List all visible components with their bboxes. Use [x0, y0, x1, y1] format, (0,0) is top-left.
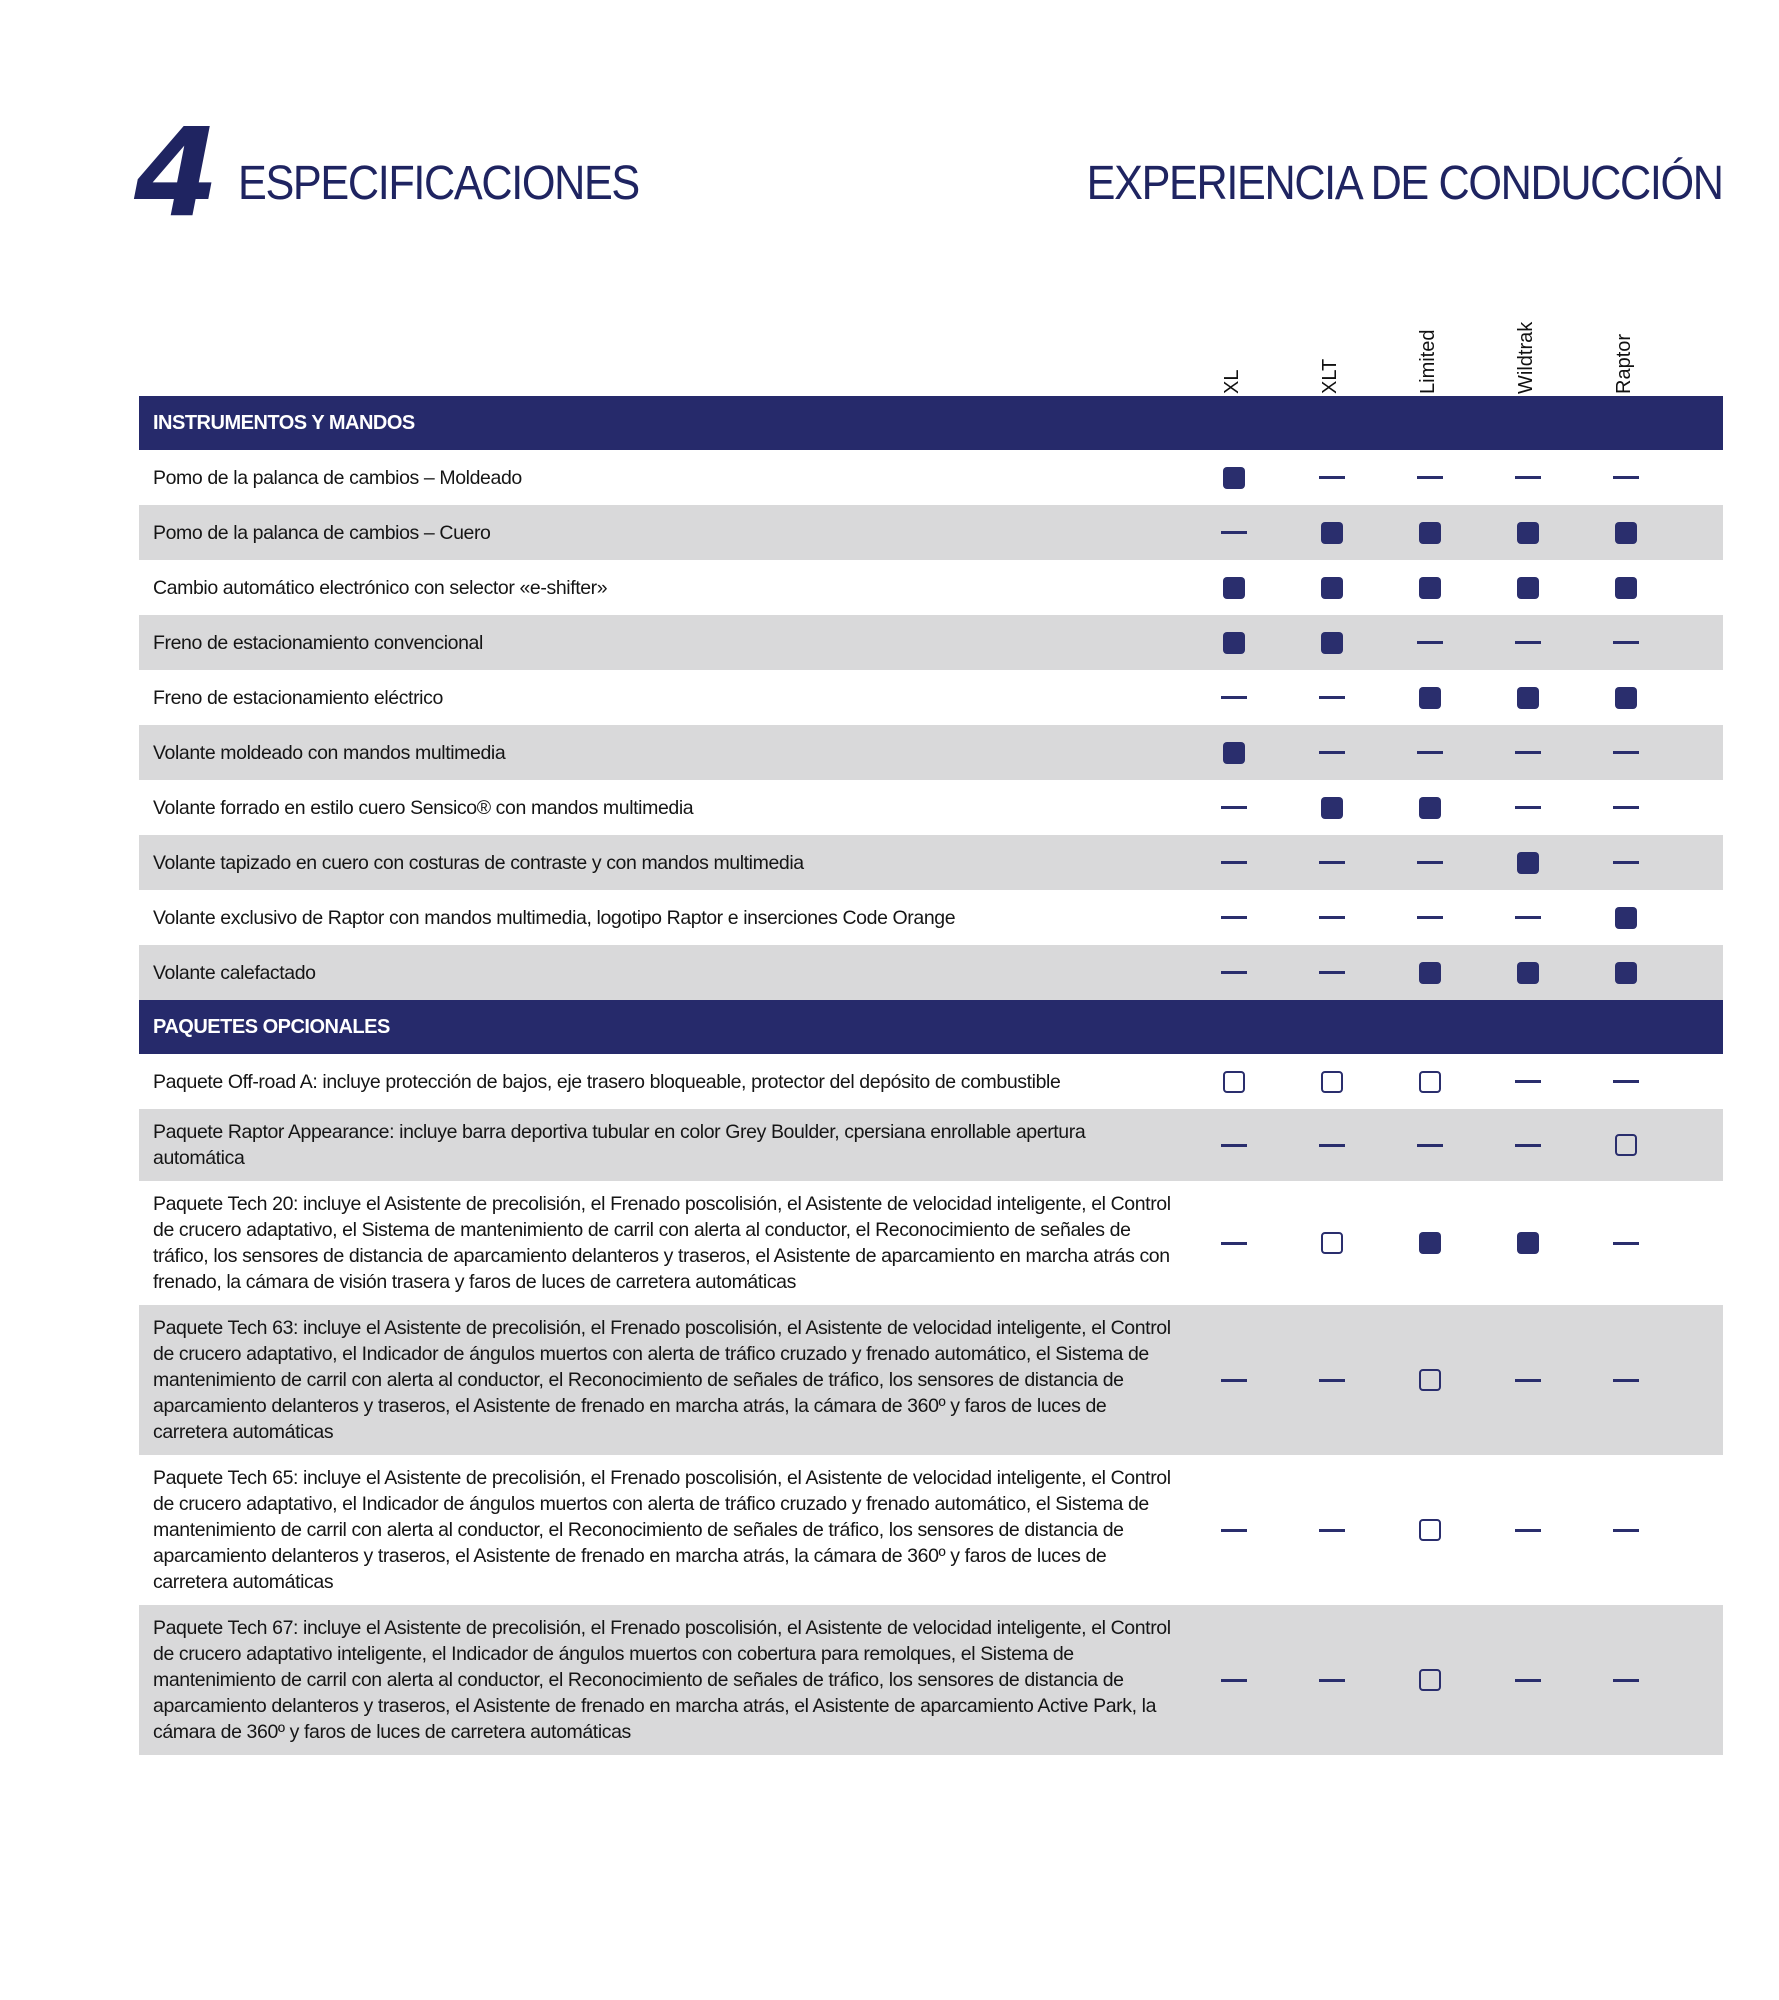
row-label: Pomo de la palanca de cambios – Cuero — [153, 521, 491, 544]
not-available-dash-icon — [1319, 971, 1345, 974]
row-cells — [1185, 522, 1675, 544]
not-available-dash-icon — [1613, 1679, 1639, 1682]
row-label: Volante moldeado con mandos multimedia — [153, 741, 506, 764]
cell-raptor — [1577, 522, 1675, 544]
optional-mark-icon — [1321, 1071, 1343, 1093]
cell-limited — [1381, 1369, 1479, 1391]
standard-mark-icon — [1419, 522, 1441, 544]
cell-xl — [1185, 577, 1283, 599]
cell-limited — [1381, 522, 1479, 544]
standard-mark-icon — [1517, 962, 1539, 984]
table-row — [139, 1305, 1723, 1455]
not-available-dash-icon — [1319, 1679, 1345, 1682]
cell-xl — [1185, 522, 1283, 544]
cell-raptor — [1577, 1071, 1675, 1093]
row-label: Volante tapizado en cuero con costuras de contraste y con mandos multimedia — [153, 851, 804, 874]
not-available-dash-icon — [1319, 476, 1345, 479]
row-cells — [1185, 632, 1675, 654]
row-cells — [1185, 687, 1675, 709]
standard-mark-icon — [1223, 632, 1245, 654]
cell-limited — [1381, 1071, 1479, 1093]
cell-limited — [1381, 632, 1479, 654]
cell-raptor — [1577, 467, 1675, 489]
optional-mark-icon — [1223, 1071, 1245, 1093]
cell-limited — [1381, 797, 1479, 819]
cell-xl — [1185, 797, 1283, 819]
row-cells — [1185, 577, 1675, 599]
row-label: Paquete Off-road A: incluye protección de bajos, eje trasero bloqueable, protector del depósito de combustible — [153, 1070, 1061, 1093]
not-available-dash-icon — [1613, 1080, 1639, 1083]
not-available-dash-icon — [1221, 861, 1247, 864]
cell-raptor — [1577, 962, 1675, 984]
not-available-dash-icon — [1613, 1379, 1639, 1382]
cell-xlt — [1283, 1071, 1381, 1093]
not-available-dash-icon — [1417, 751, 1443, 754]
not-available-dash-icon — [1515, 806, 1541, 809]
cell-xlt — [1283, 467, 1381, 489]
row-label: Paquete Tech 63: incluye el Asistente de precolisión, el Frenado poscolisión, el Asistente de velocidad inteligente, el Control de crucero adaptativo, el Indicador de ángulos muertos con alerta de tráfico cruzado y frenado automático, el Sistema de mantenimiento de carril con alerta al conductor, el Reconocimiento de señales de tráfico, los sensores de distancia de aparcamiento delanteros y traseros, el Asistente de frenado en marcha atrás, la cámara de 360º y faros de luces de carretera automáticas — [153, 1317, 1171, 1443]
standard-mark-icon — [1615, 577, 1637, 599]
table-row — [139, 780, 1723, 835]
cell-limited — [1381, 1519, 1479, 1541]
table-row — [139, 450, 1723, 505]
row-label: Cambio automático electrónico con selector «e-shifter» — [153, 576, 608, 599]
table-row — [139, 1181, 1723, 1305]
optional-mark-icon — [1419, 1669, 1441, 1691]
standard-mark-icon — [1419, 577, 1441, 599]
not-available-dash-icon — [1417, 861, 1443, 864]
not-available-dash-icon — [1515, 476, 1541, 479]
cell-wildtrak — [1479, 632, 1577, 654]
standard-mark-icon — [1517, 577, 1539, 599]
row-label: Freno de estacionamiento eléctrico — [153, 686, 443, 709]
cell-limited — [1381, 687, 1479, 709]
cell-raptor — [1577, 852, 1675, 874]
table-row — [139, 725, 1723, 780]
table-row — [139, 945, 1723, 1000]
not-available-dash-icon — [1613, 641, 1639, 644]
chapter-title: ESPECIFICACIONES — [238, 157, 639, 210]
standard-mark-icon — [1321, 577, 1343, 599]
cell-xlt — [1283, 632, 1381, 654]
not-available-dash-icon — [1319, 861, 1345, 864]
cell-wildtrak — [1479, 1071, 1577, 1093]
cell-xl — [1185, 742, 1283, 764]
section-title: EXPERIENCIA DE CONDUCCIÓN — [1087, 157, 1723, 210]
standard-mark-icon — [1517, 687, 1539, 709]
row-label: Paquete Tech 20: incluye el Asistente de precolisión, el Frenado poscolisión, el Asistente de velocidad inteligente, el Control de crucero adaptativo, el Sistema de mantenimiento de carril con alerta al conductor, el Reconocimiento de señales de tráfico, los sensores de distancia de aparcamiento delanteros y traseros, el Asistente de aparcamiento en marcha atrás con frenado, la cámara de visión trasera y faros de luces de carretera automáticas — [153, 1193, 1171, 1293]
cell-limited — [1381, 852, 1479, 874]
row-cells — [1185, 1134, 1675, 1156]
table-row — [139, 835, 1723, 890]
standard-mark-icon — [1419, 962, 1441, 984]
not-available-dash-icon — [1613, 806, 1639, 809]
cell-xl — [1185, 1232, 1283, 1254]
row-cells — [1185, 1519, 1675, 1541]
standard-mark-icon — [1321, 797, 1343, 819]
cell-limited — [1381, 907, 1479, 929]
not-available-dash-icon — [1319, 696, 1345, 699]
cell-limited — [1381, 962, 1479, 984]
not-available-dash-icon — [1221, 1379, 1247, 1382]
row-cells — [1185, 1071, 1675, 1093]
not-available-dash-icon — [1417, 916, 1443, 919]
cell-xl — [1185, 907, 1283, 929]
standard-mark-icon — [1419, 1232, 1441, 1254]
page-header — [0, 0, 1779, 260]
row-label: Paquete Tech 67: incluye el Asistente de precolisión, el Frenado poscolisión, el Asistente de velocidad inteligente, el Control de crucero adaptativo inteligente, el Indicador de ángulos muertos con cobertura para remolques, el Sistema de mantenimiento de carril con alerta al conductor, el Reconocimiento de señales de tráfico, los sensores de distancia de aparcamiento delanteros y traseros, el Asistente de frenado en marcha atrás, el Asistente de aparcamiento Active Park, la cámara de 360º y faros de luces de carretera automáticas — [153, 1617, 1171, 1743]
not-available-dash-icon — [1515, 641, 1541, 644]
not-available-dash-icon — [1417, 476, 1443, 479]
not-available-dash-icon — [1613, 1242, 1639, 1245]
cell-raptor — [1577, 687, 1675, 709]
cell-xl — [1185, 632, 1283, 654]
cell-xl — [1185, 467, 1283, 489]
not-available-dash-icon — [1515, 1379, 1541, 1382]
standard-mark-icon — [1517, 1232, 1539, 1254]
cell-raptor — [1577, 1369, 1675, 1391]
not-available-dash-icon — [1515, 1080, 1541, 1083]
not-available-dash-icon — [1319, 916, 1345, 919]
not-available-dash-icon — [1221, 1144, 1247, 1147]
not-available-dash-icon — [1515, 1679, 1541, 1682]
cell-wildtrak — [1479, 1519, 1577, 1541]
section-header: INSTRUMENTOS Y MANDOS — [139, 396, 1723, 450]
table-row — [139, 1455, 1723, 1605]
column-header-raptor — [1575, 300, 1673, 394]
standard-mark-icon — [1223, 467, 1245, 489]
row-cells — [1185, 467, 1675, 489]
not-available-dash-icon — [1319, 1379, 1345, 1382]
cell-xlt — [1283, 797, 1381, 819]
standard-mark-icon — [1321, 632, 1343, 654]
cell-wildtrak — [1479, 1232, 1577, 1254]
not-available-dash-icon — [1221, 1679, 1247, 1682]
not-available-dash-icon — [1417, 1144, 1443, 1147]
cell-xl — [1185, 1071, 1283, 1093]
optional-mark-icon — [1615, 1134, 1637, 1156]
cell-wildtrak — [1479, 797, 1577, 819]
cell-xl — [1185, 852, 1283, 874]
cell-xlt — [1283, 687, 1381, 709]
optional-mark-icon — [1419, 1519, 1441, 1541]
not-available-dash-icon — [1221, 916, 1247, 919]
table-row — [139, 890, 1723, 945]
table-row — [139, 1605, 1723, 1755]
cell-limited — [1381, 1232, 1479, 1254]
table-row — [139, 615, 1723, 670]
cell-xlt — [1283, 907, 1381, 929]
standard-mark-icon — [1615, 907, 1637, 929]
not-available-dash-icon — [1221, 531, 1247, 534]
row-label: Volante exclusivo de Raptor con mandos multimedia, logotipo Raptor e inserciones Code Orange — [153, 906, 956, 929]
row-cells — [1185, 962, 1675, 984]
cell-wildtrak — [1479, 962, 1577, 984]
standard-mark-icon — [1517, 522, 1539, 544]
cell-wildtrak — [1479, 467, 1577, 489]
column-header-label: XLT — [1319, 358, 1341, 394]
cell-xlt — [1283, 742, 1381, 764]
row-cells — [1185, 1669, 1675, 1691]
row-cells — [1185, 852, 1675, 874]
column-header-label: XL — [1221, 369, 1243, 394]
standard-mark-icon — [1223, 577, 1245, 599]
not-available-dash-icon — [1221, 1242, 1247, 1245]
column-headers — [1183, 300, 1723, 394]
cell-limited — [1381, 467, 1479, 489]
not-available-dash-icon — [1613, 861, 1639, 864]
not-available-dash-icon — [1613, 476, 1639, 479]
cell-raptor — [1577, 907, 1675, 929]
standard-mark-icon — [1615, 522, 1637, 544]
row-cells — [1185, 907, 1675, 929]
cell-xl — [1185, 687, 1283, 709]
not-available-dash-icon — [1221, 971, 1247, 974]
not-available-dash-icon — [1319, 1144, 1345, 1147]
row-label: Volante calefactado — [153, 961, 316, 984]
column-header-limited — [1379, 300, 1477, 394]
cell-raptor — [1577, 1134, 1675, 1156]
cell-xlt — [1283, 1232, 1381, 1254]
cell-limited — [1381, 1134, 1479, 1156]
cell-xlt — [1283, 522, 1381, 544]
cell-raptor — [1577, 742, 1675, 764]
column-header-label: Wildtrak — [1515, 321, 1537, 394]
spec-table — [139, 396, 1723, 1755]
not-available-dash-icon — [1515, 1144, 1541, 1147]
standard-mark-icon — [1419, 797, 1441, 819]
table-row — [139, 560, 1723, 615]
not-available-dash-icon — [1613, 751, 1639, 754]
not-available-dash-icon — [1515, 1529, 1541, 1532]
cell-xl — [1185, 962, 1283, 984]
cell-raptor — [1577, 632, 1675, 654]
optional-mark-icon — [1321, 1232, 1343, 1254]
not-available-dash-icon — [1221, 1529, 1247, 1532]
cell-raptor — [1577, 577, 1675, 599]
standard-mark-icon — [1223, 742, 1245, 764]
standard-mark-icon — [1517, 852, 1539, 874]
cell-limited — [1381, 1669, 1479, 1691]
row-cells — [1185, 1369, 1675, 1391]
table-row — [139, 670, 1723, 725]
column-header-label: Raptor — [1613, 333, 1635, 394]
cell-xlt — [1283, 1519, 1381, 1541]
table-row — [139, 505, 1723, 560]
column-header-label: Limited — [1417, 329, 1439, 394]
cell-wildtrak — [1479, 852, 1577, 874]
cell-xlt — [1283, 1669, 1381, 1691]
chapter-number: 4 — [134, 102, 215, 244]
row-label: Pomo de la palanca de cambios – Moldeado — [153, 466, 522, 489]
column-header-xl — [1183, 300, 1281, 394]
cell-raptor — [1577, 1669, 1675, 1691]
row-label: Paquete Tech 65: incluye el Asistente de precolisión, el Frenado poscolisión, el Asistente de velocidad inteligente, el Control de crucero adaptativo, el Indicador de ángulos muertos con alerta de tráfico cruzado y frenado automático, el Sistema de mantenimiento de carril con alerta al conductor, el Reconocimiento de señales de tráfico, los sensores de distancia de aparcamiento delanteros y traseros, el Asistente de frenado en marcha atrás, la cámara de 360º y faros de luces de carretera automáticas — [153, 1467, 1171, 1593]
standard-mark-icon — [1615, 962, 1637, 984]
standard-mark-icon — [1419, 687, 1441, 709]
cell-wildtrak — [1479, 907, 1577, 929]
not-available-dash-icon — [1221, 806, 1247, 809]
cell-limited — [1381, 577, 1479, 599]
row-label: Volante forrado en estilo cuero Sensico® con mandos multimedia — [153, 796, 694, 819]
standard-mark-icon — [1615, 687, 1637, 709]
optional-mark-icon — [1419, 1369, 1441, 1391]
cell-xlt — [1283, 962, 1381, 984]
cell-xl — [1185, 1519, 1283, 1541]
cell-wildtrak — [1479, 742, 1577, 764]
cell-xl — [1185, 1669, 1283, 1691]
cell-wildtrak — [1479, 1669, 1577, 1691]
not-available-dash-icon — [1515, 916, 1541, 919]
cell-wildtrak — [1479, 1134, 1577, 1156]
section-header: PAQUETES OPCIONALES — [139, 1000, 1723, 1054]
column-header-wildtrak — [1477, 300, 1575, 394]
cell-raptor — [1577, 1232, 1675, 1254]
cell-xlt — [1283, 1134, 1381, 1156]
cell-xlt — [1283, 852, 1381, 874]
not-available-dash-icon — [1515, 751, 1541, 754]
cell-wildtrak — [1479, 577, 1577, 599]
row-label: Paquete Raptor Appearance: incluye barra deportiva tubular en color Grey Boulder, cpersiana enrollable apertura automática — [153, 1121, 1086, 1169]
cell-xl — [1185, 1134, 1283, 1156]
row-label: Freno de estacionamiento convencional — [153, 631, 483, 654]
not-available-dash-icon — [1319, 751, 1345, 754]
not-available-dash-icon — [1221, 696, 1247, 699]
table-row — [139, 1054, 1723, 1109]
column-header-xlt — [1281, 300, 1379, 394]
standard-mark-icon — [1321, 522, 1343, 544]
row-cells — [1185, 1232, 1675, 1254]
table-row — [139, 1109, 1723, 1181]
not-available-dash-icon — [1417, 641, 1443, 644]
cell-xlt — [1283, 1369, 1381, 1391]
cell-xl — [1185, 1369, 1283, 1391]
row-cells — [1185, 797, 1675, 819]
cell-limited — [1381, 742, 1479, 764]
optional-mark-icon — [1419, 1071, 1441, 1093]
not-available-dash-icon — [1319, 1529, 1345, 1532]
cell-wildtrak — [1479, 522, 1577, 544]
cell-raptor — [1577, 1519, 1675, 1541]
cell-wildtrak — [1479, 1369, 1577, 1391]
cell-xlt — [1283, 577, 1381, 599]
cell-wildtrak — [1479, 687, 1577, 709]
row-cells — [1185, 742, 1675, 764]
not-available-dash-icon — [1613, 1529, 1639, 1532]
cell-raptor — [1577, 797, 1675, 819]
